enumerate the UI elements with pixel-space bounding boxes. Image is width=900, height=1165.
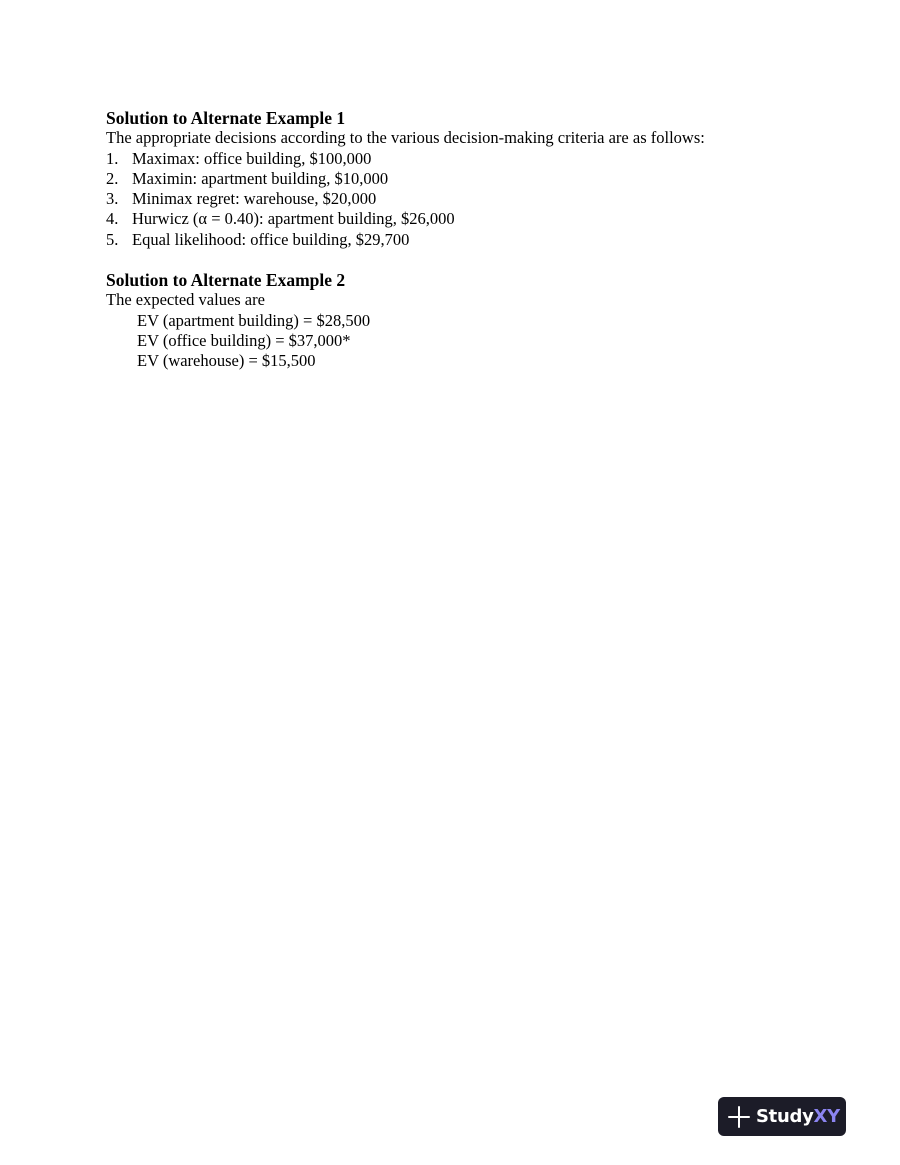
list-item: [106, 209, 806, 229]
list-number: 3.: [106, 189, 119, 209]
list-text: Maximin: apartment building, $10,000: [132, 168, 389, 188]
logo-text-main: Study: [756, 1106, 814, 1127]
plus-icon: [728, 1106, 750, 1128]
list-text: Hurwicz (α = 0.40): apartment building, $26,000: [132, 209, 455, 229]
section-heading: Solution to Alternate Example 2: [106, 270, 346, 291]
list-number: 2.: [106, 168, 119, 188]
list-number: 1.: [106, 148, 119, 168]
list-text: Maximax: office building, $100,000: [132, 148, 372, 168]
list-number: 4.: [106, 209, 119, 229]
list-item: EV (office building) = $37,000*: [137, 330, 351, 350]
list-text: Minimax regret: warehouse, $20,000: [132, 189, 377, 209]
list-item: [106, 230, 806, 250]
expected-values-list: [106, 311, 806, 372]
list-item: [106, 169, 806, 189]
list-item: [106, 149, 806, 169]
list-item: [106, 189, 806, 209]
section-alternate-example-1: [106, 108, 806, 250]
list-item: EV (apartment building) = $28,500: [137, 310, 371, 330]
section-intro: The expected values are: [106, 290, 265, 310]
section-heading: Solution to Alternate Example 1: [106, 108, 346, 128]
section-intro: The appropriate decisions according to the various decision-making criteria are as follows:: [106, 128, 705, 148]
section-alternate-example-2: [106, 270, 806, 371]
criteria-list: [106, 149, 806, 250]
list-item: EV (warehouse) = $15,500: [137, 351, 316, 371]
logo-text-accent: XY: [813, 1106, 840, 1127]
list-text: Equal likelihood: office building, $29,700: [132, 229, 410, 249]
logo-text: [756, 1106, 840, 1127]
document-body: [106, 108, 806, 372]
list-number: 5.: [106, 229, 119, 249]
studyxy-logo: [718, 1097, 846, 1136]
